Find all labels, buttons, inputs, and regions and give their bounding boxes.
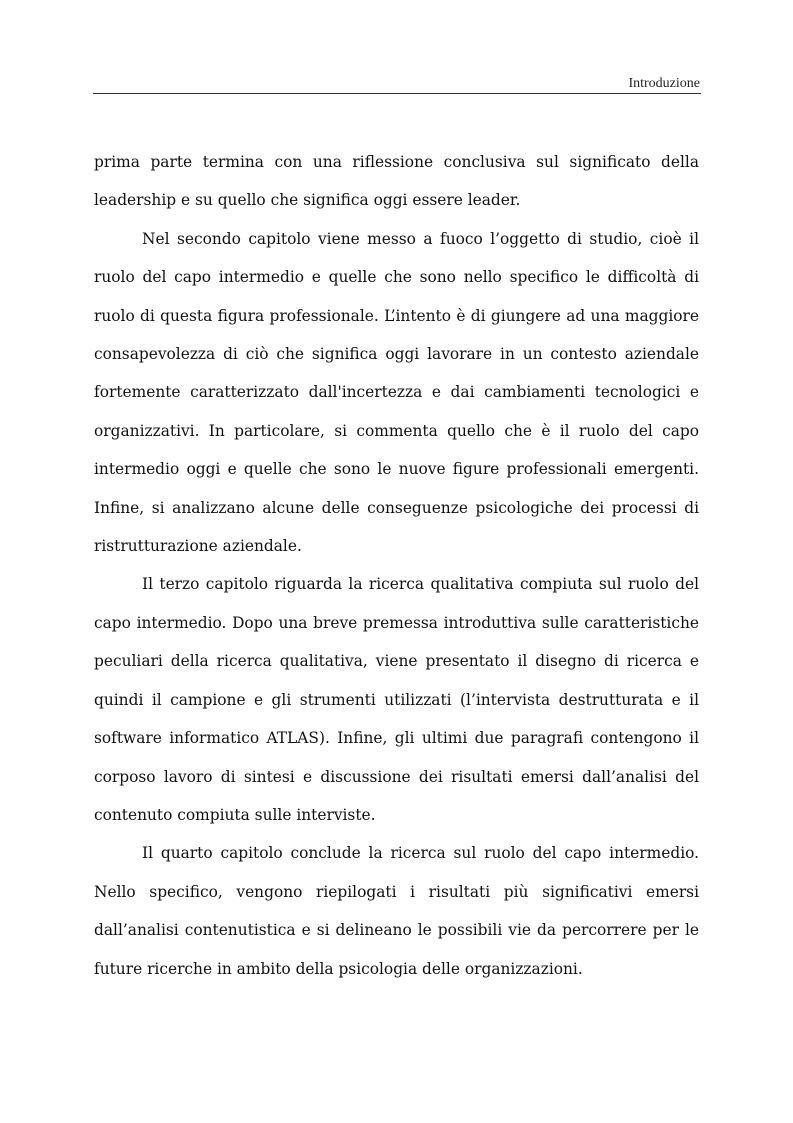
running-header-title: Introduzione [628,76,700,91]
paragraph-continuation: prima parte termina con una riflessione conclusiva sul significato della leadership e su quello che significa oggi essere leader. [94,153,699,210]
paragraph-third-chapter: Il terzo capitolo riguarda la ricerca qualitativa compiuta sul ruolo del capo intermedio. Dopo una breve premessa introduttiva sulle caratteristiche peculiari della ricerca qualitativa, viene presentato il disegno di ricerca e quindi il campione e gli strumenti utilizzati (l’intervista destrutturata e il software informatico ATLAS). Infine, gli ultimi due paragrafi contengono il corposo lavoro di sintesi e discussione dei risultati emersi dall’analisi del contenuto compiuta sulle interviste. [94,575,699,824]
header-divider [93,93,701,94]
paragraph-fourth-chapter: Il quarto capitolo conclude la ricerca sul ruolo del capo intermedio. Nello specifico, vengono riepilogati i risultati più significativi emersi dall’analisi contenutistica e si delineano le possibili vie da percorrere per le future ricerche in ambito della psicologia delle organizzazioni. [94,844,699,978]
body-text [94,143,699,988]
paragraph-second-chapter: Nel secondo capitolo viene messo a fuoco l’oggetto di studio, cioè il ruolo del capo intermedio e quelle che sono nello specifico le difficoltà di ruolo di questa figura professionale. L’intento è di giungere ad una maggiore consapevolezza di ciò che significa oggi lavorare in un contesto aziendale fortemente caratterizzato dall'incertezza e dai cambiamenti tecnologici e organizzativi. In particolare, si commenta quello che è il ruolo del capo intermedio oggi e quelle che sono le nuove figure professionali emergenti. Infine, si analizzano alcune delle conseguenze psicologiche dei processi di ristrutturazione aziendale. [94,229,699,556]
